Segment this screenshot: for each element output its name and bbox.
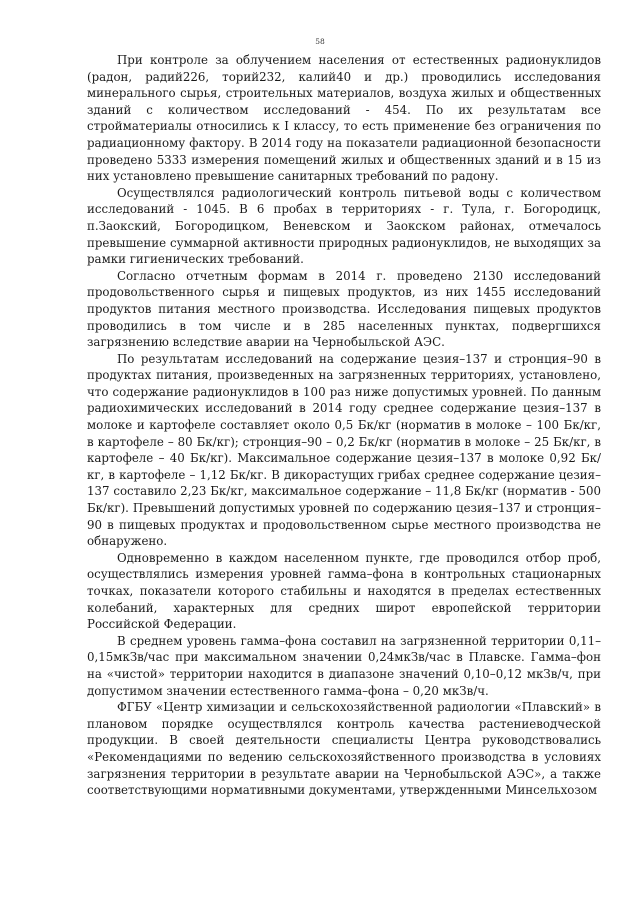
paragraph-drinking-water: Осуществлялся радиологический контроль питьевой воды с количеством исследований - 1045. В 6 пробах в территориях - г. Тула, г. Богородицк, п.Заокский, Богородицком, Веневском и Заокском районах, отмечалось превышение суммарной активности природных радионуклидов, не выходящих за рамки гигиенических требований. (87, 185, 601, 267)
paragraph-plavsky-center: ФГБУ «Центр химизации и сельскохозяйственной радиологии «Плавский» в плановом порядке осуществлялся контроль качества растениеводческой продукции. В своей деятельности специалисты Центра руководствовались «Рекомендациями по ведению сельскохозяйственного производства в условиях загрязнения территории в результате аварии на Чернобыльской АЭС», а также соответствующими нормативными документами, утвержденными Минсельхозом (87, 700, 601, 798)
paragraph-gamma-measurements: Одновременно в каждом населенном пункте, где проводился отбор проб, осуществлялись измерения уровней гамма–фона в контрольных стационарных точках, показатели которого стабильны и находятся в пределах естественных колебаний, характерных для средних широт европейской территории Российской Федерации. (87, 550, 601, 632)
paragraph-food-research: Согласно отчетным формам в 2014 г. проведено 2130 исследований продовольственного сырья и пищевых продуктов, из них 1455 исследований продуктов питания местного производства. Исследования пищевых продуктов проводились в том числе и в 285 населенных пунктах, подвергшихся загрязнению вследствие аварии на Чернобыльской АЭС. (87, 268, 601, 350)
paragraph-cesium-strontium: По результатам исследований на содержание цезия–137 и стронция–90 в продуктах питания, произведенных на загрязненных территориях, установлено, что содержание радионуклидов в 100 раз ниже допустимых уровней. По данным радиохимических исследований в 2014 году среднее содержание цезия–137 в молоке и картофеле составляет около 0,5 Бк/кг (норматив в молоке – 100 Бк/кг, в картофеле – 80 Бк/кг); стронция–90 – 0,2 Бк/кг (норматив в молоке – 25 Бк/кг, в картофеле – 40 Бк/кг). Максимальное содержание цезия–137 в молоке 0,92 Бк/кг, в картофеле – 1,12 Бк/кг. В дикорастущих грибах среднее содержание цезия–137 составило 2,23 Бк/кг, максимальное содержание – 11,8 Бк/кг (норматив - 500 Бк/кг). Превышений допустимых уровней по содержанию цезия–137 и стронция–90 в пищевых продуктах и продовольственном сырье местного производства не обнаружено. (87, 351, 601, 549)
paragraph-gamma-levels: В среднем уровень гамма–фона составил на загрязненной территории 0,11–0,15мкЗв/час при максимальном значении 0,24мкЗв/час в Плавске. Гамма–фон на «чистой» территории находится в диапазоне значений 0,10–0,12 мкЗв/ч, при допустимом значении естественного гамма–фона – 0,20 мкЗв/ч. (87, 633, 601, 698)
document-body (87, 52, 601, 799)
paragraph-natural-radionuclides: При контроле за облучением населения от естественных радионуклидов (радон, радий226, торий232, калий40 и др.) проводились исследования минерального сырья, строительных материалов, воздуха жилых и общественных зданий с количеством исследований - 454. По их результатам все стройматериалы относились к I классу, то есть применение без ограничения по радиационному фактору. В 2014 году на показатели радиационной безопасности проведено 5333 измерения помещений жилых и общественных зданий и в 15 из них установлено превышение санитарных требований по радону. (87, 53, 601, 184)
page-number: 58 (315, 37, 325, 46)
